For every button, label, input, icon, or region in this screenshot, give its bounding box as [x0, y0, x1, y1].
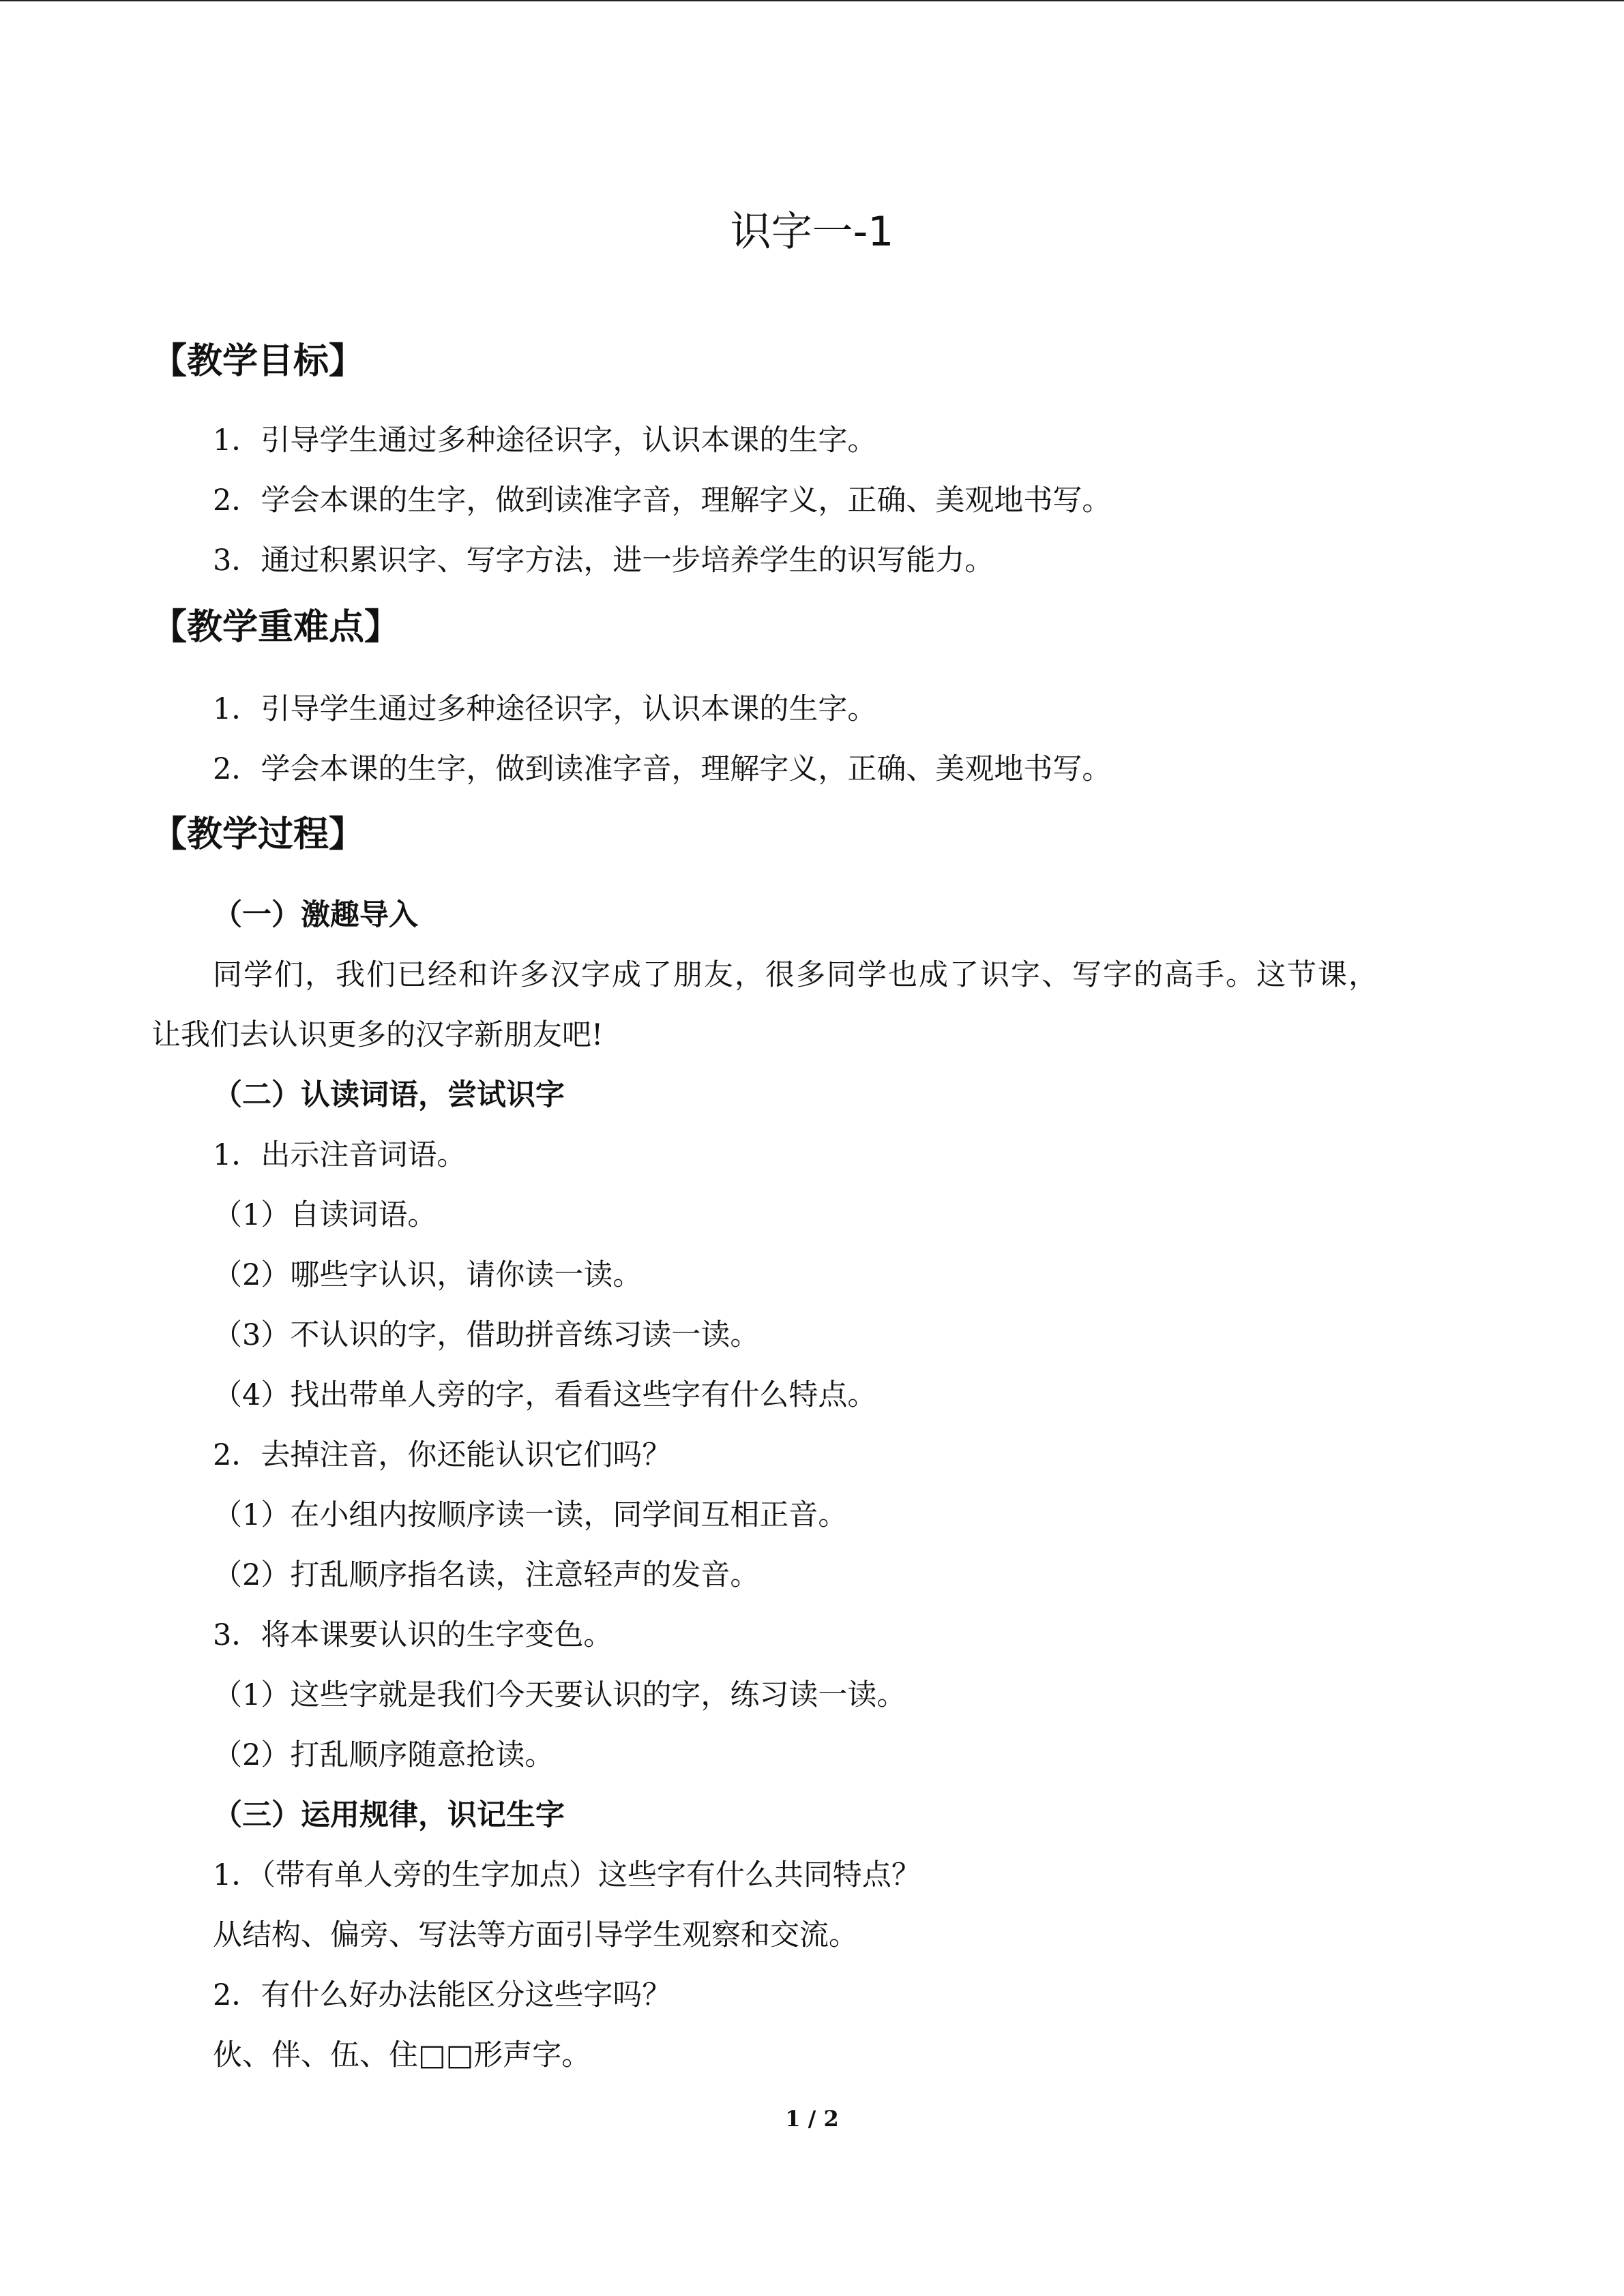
process-part1-paragraph-line2: 让我们去认识更多的汉字新朋友吧! [151, 1018, 604, 1052]
process-part2-title: （二）认读词语，尝试识字 [213, 1078, 565, 1112]
process-step: （1）这些字就是我们今天要认识的字，练习读一读。 [213, 1678, 906, 1712]
process-step: 1．（带有单人旁的生字加点）这些字有什么共同特点？ [213, 1858, 921, 1892]
process-step: （2）哪些字认识，请你读一读。 [213, 1258, 643, 1292]
process-step: （2）打乱顺序随意抢读。 [213, 1738, 555, 1772]
process-step: 2．有什么好办法能区分这些字吗？ [213, 1978, 672, 2012]
page-number: 1 / 2 [785, 2106, 839, 2132]
process-step: （1）自读词语。 [213, 1198, 437, 1232]
process-step: 从结构、偏旁、写法等方面引导学生观察和交流。 [213, 1918, 858, 1952]
section-heading-process: 【教学过程】 [151, 814, 365, 855]
section-heading-key-points: 【教学重难点】 [151, 607, 400, 648]
goal-item: 3．通过积累识字、写字方法，进一步培养学生的识写能力。 [213, 543, 994, 578]
process-step: （3）不认识的字，借助拼音练习读一读。 [213, 1318, 760, 1352]
process-step: 2．去掉注音，你还能认识它们吗？ [213, 1438, 672, 1472]
process-part3-title: （三）运用规律，识记生字 [213, 1798, 565, 1832]
process-step: 1．出示注音词语。 [213, 1138, 467, 1172]
goal-item: 1．引导学生通过多种途径识字，认识本课的生字。 [213, 423, 877, 458]
page-title: 识字一-1 [730, 208, 894, 256]
process-step: （2）打乱顺序指名读，注意轻声的发音。 [213, 1558, 760, 1592]
process-step: （4）找出带单人旁的字，看看这些字有什么特点。 [213, 1378, 877, 1412]
top-border [0, 0, 1624, 1]
section-heading-goals: 【教学目标】 [151, 341, 365, 382]
process-step: 伙、伴、伍、住□□形声字。 [213, 2038, 591, 2072]
key-point-item: 1．引导学生通过多种途径识字，认识本课的生字。 [213, 692, 877, 726]
process-part1-title: （一）激趣导入 [213, 898, 418, 932]
goal-item: 2．学会本课的生字，做到读准字音，理解字义，正确、美观地书写。 [213, 483, 1112, 518]
key-point-item: 2．学会本课的生字，做到读准字音，理解字义，正确、美观地书写。 [213, 752, 1112, 786]
process-step: 3．将本课要认识的生字变色。 [213, 1618, 613, 1652]
process-part1-paragraph-line1: 同学们，我们已经和许多汉字成了朋友，很多同学也成了识字、写字的高手。这节课， [213, 958, 1379, 992]
process-step: （1）在小组内按顺序读一读，同学间互相正音。 [213, 1498, 848, 1532]
